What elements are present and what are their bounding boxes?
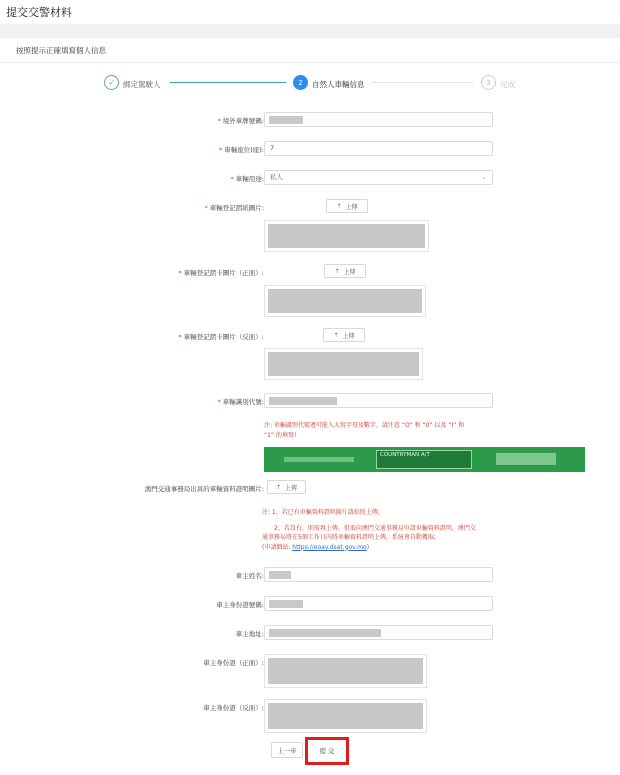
step-2-label: 自然人車輛信息 — [312, 80, 365, 89]
owner-name-input[interactable] — [264, 567, 493, 582]
owner-name-redacted — [269, 571, 291, 579]
reg-card-back-upload-button[interactable]: ⇡ 上傳 — [323, 328, 365, 342]
strip-blur-2 — [496, 453, 556, 465]
page-title: 提交交警材料 — [6, 6, 72, 19]
reg-photo-thumb — [264, 220, 429, 252]
upload-icon: ⇡ — [333, 331, 339, 339]
step-3-label: 完成 — [500, 80, 515, 89]
prev-step-button[interactable]: 上一步 — [271, 742, 303, 758]
vin-redacted — [269, 397, 337, 405]
owner-address-input[interactable] — [264, 625, 493, 640]
owner-id-front-thumb[interactable] — [264, 654, 427, 688]
step-1-label: 綁定駕駛人 — [123, 80, 161, 89]
step-line-2 — [372, 82, 474, 83]
page-subtitle: 按照提示正確填寫個人信息 — [16, 46, 106, 55]
owner-id-label: 車主身份證號碼: — [216, 601, 264, 609]
step-1-circle: ✓ — [104, 75, 119, 90]
dsat-proof-upload-button[interactable]: ⇡ 上傳 — [267, 480, 306, 494]
chevron-down-icon: ⌄ — [481, 173, 487, 181]
usage-value: 私人 — [270, 173, 283, 181]
upload-icon: ⇡ — [336, 202, 342, 210]
owner-id-input[interactable] — [264, 596, 493, 611]
step-3-circle: 3 — [481, 75, 496, 90]
plate-label: * 境外車牌號碼: — [217, 117, 264, 125]
sample-plate-image — [264, 447, 585, 472]
dsat-note: 注: 1、若已有車輛資料證明圖片請拍照上傳; 2、若沒有，則需再上傳。但需向澳門交通事務局申請車輛資料證明，澳門交 通事務局將在5個工作日內將車輛資料證明上傳，系統會自動獲取; (申請網站: https://eoav.dsat.gov.mo) — [262, 509, 476, 551]
upload-icon: ⇡ — [334, 267, 340, 275]
owner-id-back-thumb[interactable] — [264, 699, 427, 733]
usage-label: * 車輛用途: — [230, 175, 264, 183]
owner-name-label: 車主姓名: — [235, 572, 264, 580]
vin-input[interactable] — [264, 393, 493, 408]
seats-label: * 車輛座位(座): — [218, 146, 264, 154]
grey-band — [0, 24, 620, 38]
owner-address-redacted — [269, 629, 381, 637]
usage-select[interactable] — [264, 170, 493, 185]
dsat-link[interactable]: https://eoav.dsat.gov.mo — [292, 543, 367, 551]
owner-address-label: 車主地址: — [235, 630, 264, 638]
reg-card-front-thumb — [264, 285, 426, 317]
reg-card-front-upload-button[interactable]: ⇡ 上傳 — [324, 264, 366, 278]
owner-id-redacted — [269, 600, 303, 608]
plate-input[interactable] — [264, 112, 493, 127]
submit-button[interactable]: 提 交 — [311, 742, 343, 758]
owner-id-back-label: 車主身份證（反面）: — [203, 704, 264, 712]
vin-label: * 車輛識別代號: — [217, 398, 264, 406]
vin-note: 注: 車輛識別代號遵可能入大寫字母及數字，請注意 “O” 和 “0” 以及 “I” 和 “1” 的填寫! — [264, 422, 465, 439]
reg-card-back-thumb — [264, 348, 423, 380]
step-2-circle: 2 — [293, 75, 308, 90]
reg-photo-upload-button[interactable]: ⇡ 上傳 — [326, 199, 368, 213]
reg-card-front-label: * 車輛登記摺卡圖片（正面）: — [178, 269, 264, 277]
strip-text: COUNTRYMAN A/T — [380, 452, 430, 458]
step-line-1 — [170, 82, 286, 83]
divider — [0, 62, 620, 63]
submit-highlight-box — [305, 737, 349, 765]
seats-input[interactable]: 7 — [264, 141, 493, 156]
upload-icon: ⇡ — [275, 483, 281, 491]
owner-id-front-label: 車主身份證（正面）: — [203, 659, 264, 667]
dsat-proof-label: 澳門交通事務局出具的車輛資料證明圖片: — [144, 485, 264, 493]
plate-redacted — [269, 116, 303, 124]
reg-photo-label: * 車輛登記摺紙圖片: — [204, 204, 264, 212]
strip-blur-1 — [284, 457, 354, 462]
reg-card-back-label: * 車輛登記摺卡圖片（反面）: — [178, 333, 264, 341]
